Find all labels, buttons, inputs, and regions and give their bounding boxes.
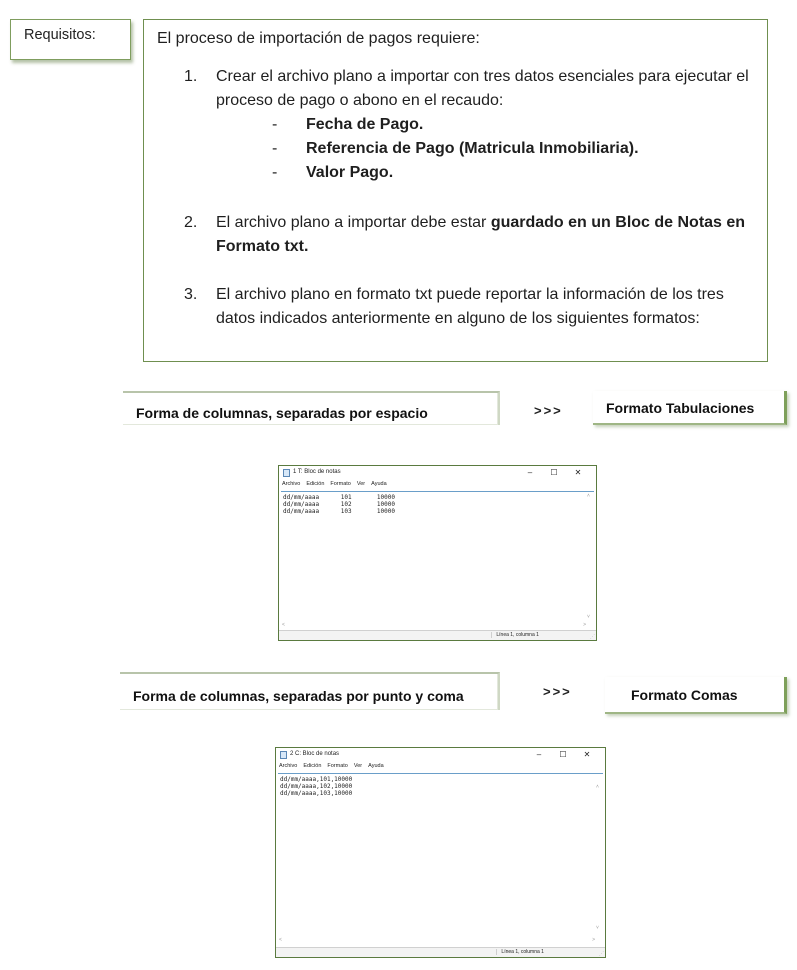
menu-ayuda[interactable]: Ayuda	[368, 763, 384, 769]
menu-edicion[interactable]: Edición	[303, 763, 322, 769]
bullet-dash: -	[272, 164, 278, 181]
menu-ver[interactable]: Ver	[353, 763, 363, 769]
scroll-up-icon[interactable]: ˄	[587, 493, 590, 499]
menu-ayuda[interactable]: Ayuda	[371, 481, 387, 487]
menu-archivo[interactable]: Archivo	[279, 763, 298, 769]
notepad-window-tabs	[278, 465, 597, 641]
scroll-down-icon[interactable]: ˅	[587, 614, 590, 620]
close-button[interactable]: ✕	[574, 468, 582, 477]
scroll-up-icon[interactable]: ˄	[596, 784, 599, 790]
step-number: 2.	[184, 214, 198, 231]
step-number: 1.	[184, 68, 198, 85]
format-description-space: Forma de columnas, separadas por espacio	[123, 391, 500, 425]
bullet-dash: -	[272, 140, 278, 157]
bullet-referencia-pago: Referencia de Pago (Matricula Inmobiliaria).	[306, 140, 639, 157]
step-text-bold: guardado en un Bloc de Notas en Formato txt.	[216, 214, 746, 255]
vertical-scrollbar[interactable]	[587, 493, 593, 620]
menu-bar	[276, 763, 605, 773]
format-name-comas: Formato Comas	[605, 677, 787, 714]
cursor-position: Línea 1, columna 1	[491, 632, 539, 638]
menu-edicion[interactable]: Edición	[306, 481, 325, 487]
window-title: 2 C: Bloc de notas	[290, 751, 340, 757]
menu-formato[interactable]: Formato	[327, 763, 348, 769]
step-number: 3.	[184, 286, 198, 303]
arrow-indicator: >>>	[534, 403, 563, 418]
menu-ver[interactable]: Ver	[356, 481, 366, 487]
window-controls	[518, 468, 590, 477]
text-editor-area[interactable]: dd/mm/aaaa,101,10000 dd/mm/aaaa,102,10000 dd/mm/aaaa,103,10000	[278, 773, 603, 935]
horizontal-scrollbar[interactable]	[279, 937, 595, 943]
notepad-icon	[283, 469, 290, 477]
close-button[interactable]: ✕	[583, 750, 591, 759]
menu-bar	[279, 481, 596, 491]
menu-archivo[interactable]: Archivo	[282, 481, 301, 487]
title-bar	[276, 748, 605, 763]
status-bar	[276, 947, 605, 957]
format-description-comma: Forma de columnas, separadas por punto y coma	[120, 672, 500, 710]
intro-text: El proceso de importación de pagos requiere:	[157, 30, 480, 47]
scroll-down-icon[interactable]: ˅	[596, 925, 599, 931]
text-editor-area[interactable]: dd/mm/aaaa 101 10000 dd/mm/aaaa 102 10000 dd/mm/aaaa 103 10000	[281, 491, 594, 622]
step-text	[216, 211, 756, 259]
window-title: 1 T: Bloc de notas	[293, 469, 341, 475]
horizontal-scrollbar[interactable]	[282, 622, 586, 628]
title-bar	[279, 466, 596, 481]
window-controls	[527, 750, 599, 759]
format-name-tabulaciones: Formato Tabulaciones	[593, 391, 787, 425]
minimize-button[interactable]: –	[536, 750, 542, 759]
requisitos-label: Requisitos:	[10, 19, 131, 60]
step-text-plain: El archivo plano a importar debe estar	[216, 214, 491, 231]
notepad-icon	[280, 751, 287, 759]
menu-formato[interactable]: Formato	[330, 481, 351, 487]
cursor-position: Línea 1, columna 1	[496, 949, 544, 955]
scroll-right-icon[interactable]: >	[583, 622, 586, 628]
minimize-button[interactable]: –	[527, 468, 533, 477]
status-bar	[279, 630, 596, 640]
maximize-button[interactable]: ☐	[559, 750, 567, 759]
scroll-left-icon[interactable]: <	[279, 937, 282, 943]
step-text: El archivo plano en formato txt puede reportar la información de los tres datos indicados anteriormente en alguno de los siguientes formatos:	[216, 286, 724, 327]
bullet-fecha-pago: Fecha de Pago.	[306, 116, 424, 133]
bullet-dash: -	[272, 116, 278, 133]
resize-grip-icon[interactable]: ⋰	[590, 634, 595, 640]
scroll-left-icon[interactable]: <	[282, 622, 285, 628]
requirements-box	[143, 19, 768, 362]
arrow-indicator: >>>	[543, 684, 572, 699]
step-text: Crear el archivo plano a importar con tres datos esenciales para ejecutar el proceso de pago o abono en el recaudo:	[216, 68, 749, 109]
maximize-button[interactable]: ☐	[550, 468, 558, 477]
vertical-scrollbar[interactable]	[596, 784, 602, 931]
scroll-right-icon[interactable]: >	[592, 937, 595, 943]
bullet-valor-pago: Valor Pago.	[306, 164, 394, 181]
resize-grip-icon[interactable]: ⋰	[599, 951, 604, 957]
notepad-window-commas	[275, 747, 606, 958]
